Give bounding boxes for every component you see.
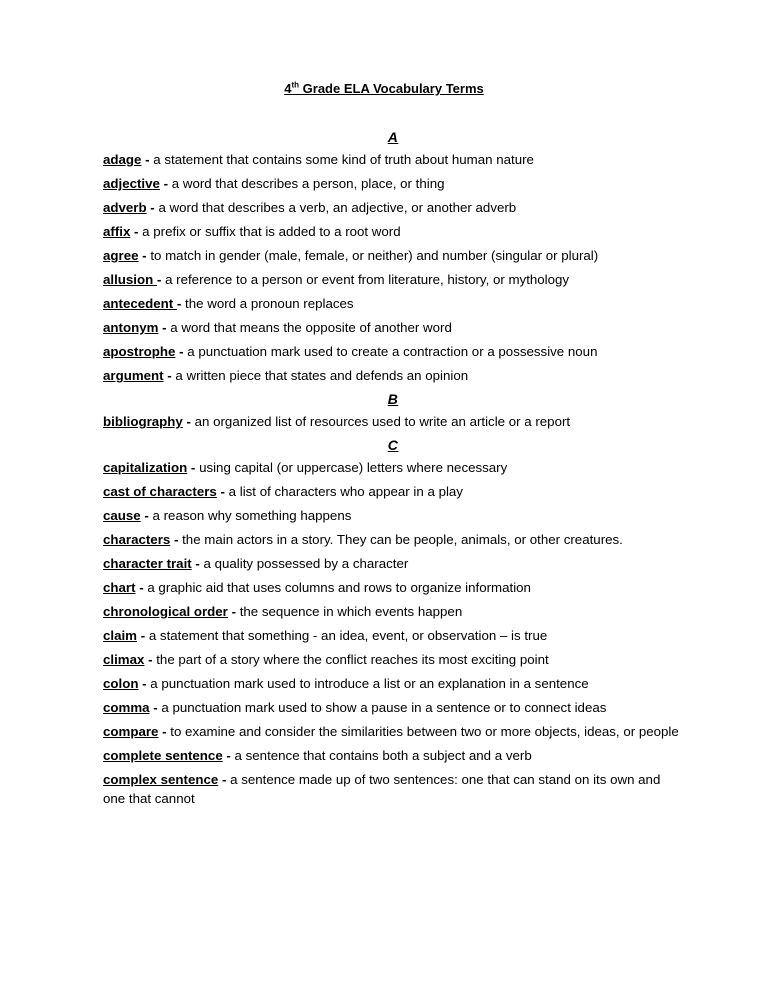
vocab-definition: to examine and consider the similarities between two or more objects, ideas, or people: [170, 724, 679, 739]
vocab-definition: a word that means the opposite of another word: [170, 320, 452, 335]
term-separator: -: [175, 344, 188, 359]
vocab-definition: the part of a story where the conflict reaches its most exciting point: [156, 652, 549, 667]
vocab-term: character trait: [103, 556, 192, 571]
term-separator: -: [227, 604, 240, 619]
vocab-entry: [103, 482, 683, 501]
term-separator: -: [146, 200, 159, 215]
vocab-entry: [103, 722, 683, 741]
term-separator: -: [176, 296, 186, 311]
vocab-entry: [103, 342, 683, 361]
vocab-term: affix: [103, 224, 131, 239]
vocab-term: adverb: [103, 200, 147, 215]
vocab-term: chart: [103, 580, 136, 595]
vocab-term: chronological order: [103, 604, 228, 619]
vocab-term: antonym: [103, 320, 159, 335]
vocab-term: compare: [103, 724, 159, 739]
vocab-definition: a statement that contains some kind of truth about human nature: [153, 152, 534, 167]
vocab-entry: [103, 554, 683, 573]
vocab-term: adjective: [103, 176, 160, 191]
vocab-term: complex sentence: [103, 772, 219, 787]
vocab-definition: a written piece that states and defends an opinion: [175, 368, 469, 383]
term-separator: -: [149, 700, 162, 715]
vocab-entry: [103, 270, 683, 289]
term-separator: -: [138, 676, 151, 691]
vocab-term: adage: [103, 152, 142, 167]
vocab-entry: [103, 150, 683, 169]
vocab-entry: [103, 530, 683, 549]
vocab-entry: [103, 770, 683, 808]
vocab-entry: [103, 222, 683, 241]
section-heading-a: A: [387, 129, 399, 145]
term-separator: -: [138, 248, 151, 263]
vocab-definition: a sentence that contains both a subject and a verb: [234, 748, 532, 763]
vocab-entry: [103, 626, 683, 645]
vocab-entry: [103, 366, 683, 385]
vocab-entry: [103, 318, 683, 337]
term-separator: -: [216, 484, 229, 499]
vocab-entry: [103, 246, 683, 265]
vocab-definition: an organized list of resources used to write an article or a report: [194, 414, 571, 429]
title-prefix: 4: [284, 81, 292, 96]
vocab-definition: a punctuation mark used to create a contraction or a possessive noun: [187, 344, 598, 359]
vocab-term: capitalization: [103, 460, 188, 475]
vocab-entry: [103, 698, 683, 717]
vocab-definition: a quality possessed by a character: [203, 556, 409, 571]
term-separator: -: [156, 272, 166, 287]
vocab-definition: the sequence in which events happen: [239, 604, 463, 619]
title-superscript: th: [291, 80, 300, 90]
term-separator: -: [158, 320, 171, 335]
vocab-entry: [103, 412, 683, 431]
vocab-definition: the word a pronoun replaces: [185, 296, 354, 311]
vocab-definition: the main actors in a story. They can be people, animals, or other creatures.: [182, 532, 623, 547]
vocab-definition: a punctuation mark used to show a pause in a sentence or to connect ideas: [161, 700, 607, 715]
term-separator: -: [141, 152, 154, 167]
vocab-term: antecedent: [103, 296, 177, 311]
vocab-term: colon: [103, 676, 139, 691]
vocab-entry: [103, 458, 683, 477]
term-separator: -: [158, 724, 171, 739]
term-separator: -: [170, 532, 183, 547]
vocab-entry: [103, 174, 683, 193]
vocab-definition: a list of characters who appear in a play: [228, 484, 463, 499]
vocab-entry: [103, 294, 683, 313]
vocab-entry: [103, 506, 683, 525]
vocab-term: cause: [103, 508, 141, 523]
vocab-entry: [103, 198, 683, 217]
vocab-definition: a reason why something happens: [152, 508, 352, 523]
vocab-definition: a sentence made up of two sentences: one that can stand on its own and one that cannot: [103, 772, 661, 806]
term-separator: -: [137, 628, 149, 643]
vocab-definition: a word that describes a person, place, or thing: [171, 176, 445, 191]
term-separator: -: [218, 772, 231, 787]
vocab-term: claim: [103, 628, 138, 643]
vocab-definition: a statement that something - an idea, event, or observation – is true: [148, 628, 548, 643]
section-heading-c: C: [387, 437, 399, 453]
term-separator: -: [163, 368, 176, 383]
section-heading-b: B: [387, 391, 399, 407]
vocab-definition: using capital (or uppercase) letters where necessary: [199, 460, 508, 475]
vocab-definition: to match in gender (male, female, or neither) and number (singular or plural): [150, 248, 599, 263]
term-separator: -: [140, 508, 153, 523]
vocab-definition: a prefix or suffix that is added to a root word: [142, 224, 401, 239]
term-separator: -: [144, 652, 157, 667]
vocab-term: allusion: [103, 272, 157, 287]
vocab-term: bibliography: [103, 414, 183, 429]
vocab-entry: [103, 674, 683, 693]
vocab-term: cast of characters: [103, 484, 217, 499]
vocab-term: agree: [103, 248, 139, 263]
vocab-definition: a word that describes a verb, an adjective, or another adverb: [158, 200, 517, 215]
vocab-term: apostrophe: [103, 344, 176, 359]
vocabulary-list: [103, 126, 683, 813]
vocab-definition: a reference to a person or event from literature, history, or mythology: [165, 272, 570, 287]
vocab-entry: [103, 578, 683, 597]
page-title: [0, 81, 768, 97]
vocab-term: comma: [103, 700, 150, 715]
title-rest: Grade ELA Vocabulary Terms: [299, 81, 484, 96]
term-separator: -: [182, 414, 195, 429]
term-separator: -: [187, 460, 200, 475]
term-separator: -: [130, 224, 143, 239]
vocab-term: complete sentence: [103, 748, 223, 763]
term-separator: -: [191, 556, 204, 571]
vocab-term: characters: [103, 532, 171, 547]
vocab-term: climax: [103, 652, 145, 667]
vocab-term: argument: [103, 368, 164, 383]
term-separator: -: [222, 748, 235, 763]
vocab-definition: a graphic aid that uses columns and rows to organize information: [147, 580, 531, 595]
term-separator: -: [135, 580, 148, 595]
vocab-entry: [103, 650, 683, 669]
term-separator: -: [159, 176, 172, 191]
vocab-definition: a punctuation mark used to introduce a list or an explanation in a sentence: [150, 676, 589, 691]
vocab-entry: [103, 746, 683, 765]
vocab-entry: [103, 602, 683, 621]
